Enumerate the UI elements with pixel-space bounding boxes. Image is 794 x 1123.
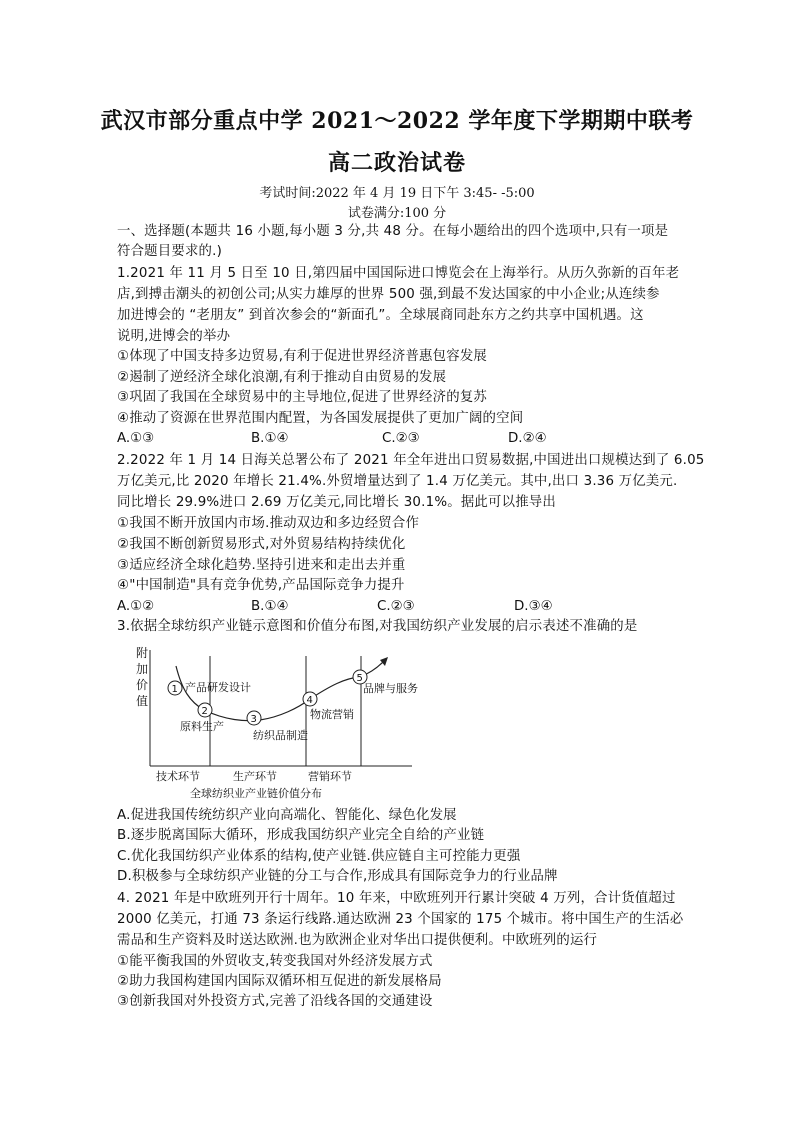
section-intro-line: 一、选择题(本题共 16 小题,每小题 3 分,共 48 分。在每小题给出的四个选项中,只有一项是: [117, 224, 669, 239]
q1-stem-line: 1.2021 年 11 月 5 日至 10 日,第四届中国国际进口博览会在上海举行。从历久弥新的百年老: [117, 266, 680, 281]
node-5-number: 5: [356, 673, 363, 684]
node-label: 物流营销: [310, 708, 354, 721]
q3-option-a[interactable]: A.促进我国传统纺织产业向高端化、智能化、绿色化发展: [117, 808, 457, 823]
q3-stem: 3.依据全球纺织产业链示意图和价值分布图,对我国纺织产业发展的启示表述不准确的是: [117, 619, 638, 634]
q1-stem-line: 加进博会的 “老朋友” 到首次参会的“新面孔”。全球展商同赴东方之约共享中国机遇。这: [117, 308, 644, 323]
q2-statement: ④"中国制造"具有竞争优势,产品国际竞争力提升: [117, 578, 405, 593]
node-3-number: 3: [250, 714, 257, 725]
q1-statement: ④推动了资源在世界范围内配置，为各国发展提供了更加广阔的空间: [117, 411, 524, 426]
q4-statement: ③创新我国对外投资方式,完善了沿线各国的交通建设: [117, 994, 433, 1009]
q3-option-d[interactable]: D.积极参与全球纺织产业链的分工与合作,形成具有国际竞争力的行业品牌: [117, 869, 558, 884]
q2-option-b[interactable]: B.①④: [251, 599, 289, 614]
y-label-char: 加: [136, 662, 149, 676]
q2-stem-line: 2.2022 年 1 月 14 日海关总署公布了 2021 年全年进出口贸易数据,中国进出口规模达到了 6.05: [117, 453, 705, 468]
y-label-char: 值: [136, 694, 149, 708]
node-label: 原料生产: [180, 720, 224, 733]
q1-stem-line: 说明,进博会的举办: [117, 329, 231, 344]
q1-option-d[interactable]: D.②④: [508, 431, 547, 446]
q2-stem-line: 同比增长 29.9%进口 2.69 万亿美元,同比增长 30.1%。据此可以推导出: [117, 495, 556, 510]
node-label: 纺织品制造: [253, 729, 308, 742]
q4-statement: ①能平衡我国的外贸收支,转变我国对外经济发展方式: [117, 954, 433, 969]
q2-statement: ③适应经济全球化趋势.坚持引进来和走出去并重: [117, 558, 406, 573]
q1-option-b[interactable]: B.①④: [251, 431, 289, 446]
section-intro-line: 符合题目要求的.): [117, 244, 223, 259]
node-1-number: 1: [171, 684, 178, 695]
exam-time: 考试时间:2022 年 4 月 19 日下午 3:45- -5:00: [259, 186, 535, 201]
q2-statement: ②我国不断创新贸易形式,对外贸易结构持续优化: [117, 537, 406, 552]
exam-title: 武汉市部分重点中学 2021～2022 学年度下学期期中联考: [100, 108, 694, 134]
q4-statement: ②助力我国构建国内国际双循环相互促进的新发展格局: [117, 974, 442, 989]
q2-stem-line: 万亿美元,比 2020 年增长 21.4%.外贸增量达到了 1.4 万亿美元。其中,出口 3.36 万亿美元.: [117, 474, 678, 489]
q1-option-a[interactable]: A.①③: [117, 431, 155, 446]
node-label: 品牌与服务: [363, 682, 418, 695]
q1-statement: ①体现了中国支持多边贸易,有利于促进世界经济普惠包容发展: [117, 349, 488, 364]
q4-stem-line: 2000 亿美元，打通 73 条运行线路.通达欧洲 23 个国家的 175 个城市。将中国生产的生活必: [117, 912, 684, 927]
figure-caption: 全球纺织业产业链价值分布: [190, 787, 322, 800]
arrow-head-icon: [380, 657, 388, 666]
full-score: 试卷满分:100 分: [347, 206, 447, 221]
x-category-label: 生产环节: [233, 770, 277, 783]
y-label-char: 附: [136, 646, 149, 660]
q4-stem-line: 4. 2021 年是中欧班列开行十周年。10 年来，中欧班列开行累计突破 4 万列，合计货值超过: [117, 891, 676, 906]
q1-option-c[interactable]: C.②③: [382, 431, 420, 446]
q3-option-c[interactable]: C.优化我国纺织产业体系的结构,使产业链.供应链自主可控能力更强: [117, 849, 521, 864]
exam-subtitle: 高二政治试卷: [327, 150, 466, 176]
q1-statement: ②遏制了逆经济全球化浪潮,有利于推动自由贸易的发展: [117, 370, 447, 385]
q1-stem-line: 店,到搏击潮头的初创公司;从实力雄厚的世界 500 强,到最不发达国家的中小企业;从连续参: [117, 287, 660, 302]
q4-stem-line: 需品和生产资料及时送达欧洲.也为欧洲企业对华出口提供便利。中欧班列的运行: [117, 933, 598, 948]
q2-option-d[interactable]: D.③④: [514, 599, 553, 614]
q2-statement: ①我国不断开放国内市场.推动双边和多边经贸合作: [117, 516, 420, 531]
q2-option-a[interactable]: A.①②: [117, 599, 155, 614]
q3-option-b[interactable]: B.逐步脱离国际大循环，形成我国纺织产业完全自给的产业链: [117, 828, 485, 843]
y-label-char: 价: [136, 678, 149, 692]
node-4-number: 4: [306, 695, 313, 706]
x-category-label: 技术环节: [156, 770, 200, 783]
x-category-label: 营销环节: [308, 770, 352, 783]
node-label: 产品研发设计: [185, 681, 251, 694]
value-chain-figure: [130, 640, 430, 802]
q1-statement: ③巩固了我国在全球贸易中的主导地位,促进了世界经济的复苏: [117, 390, 488, 405]
q2-option-c[interactable]: C.②③: [377, 599, 415, 614]
node-2-number: 2: [201, 706, 208, 717]
